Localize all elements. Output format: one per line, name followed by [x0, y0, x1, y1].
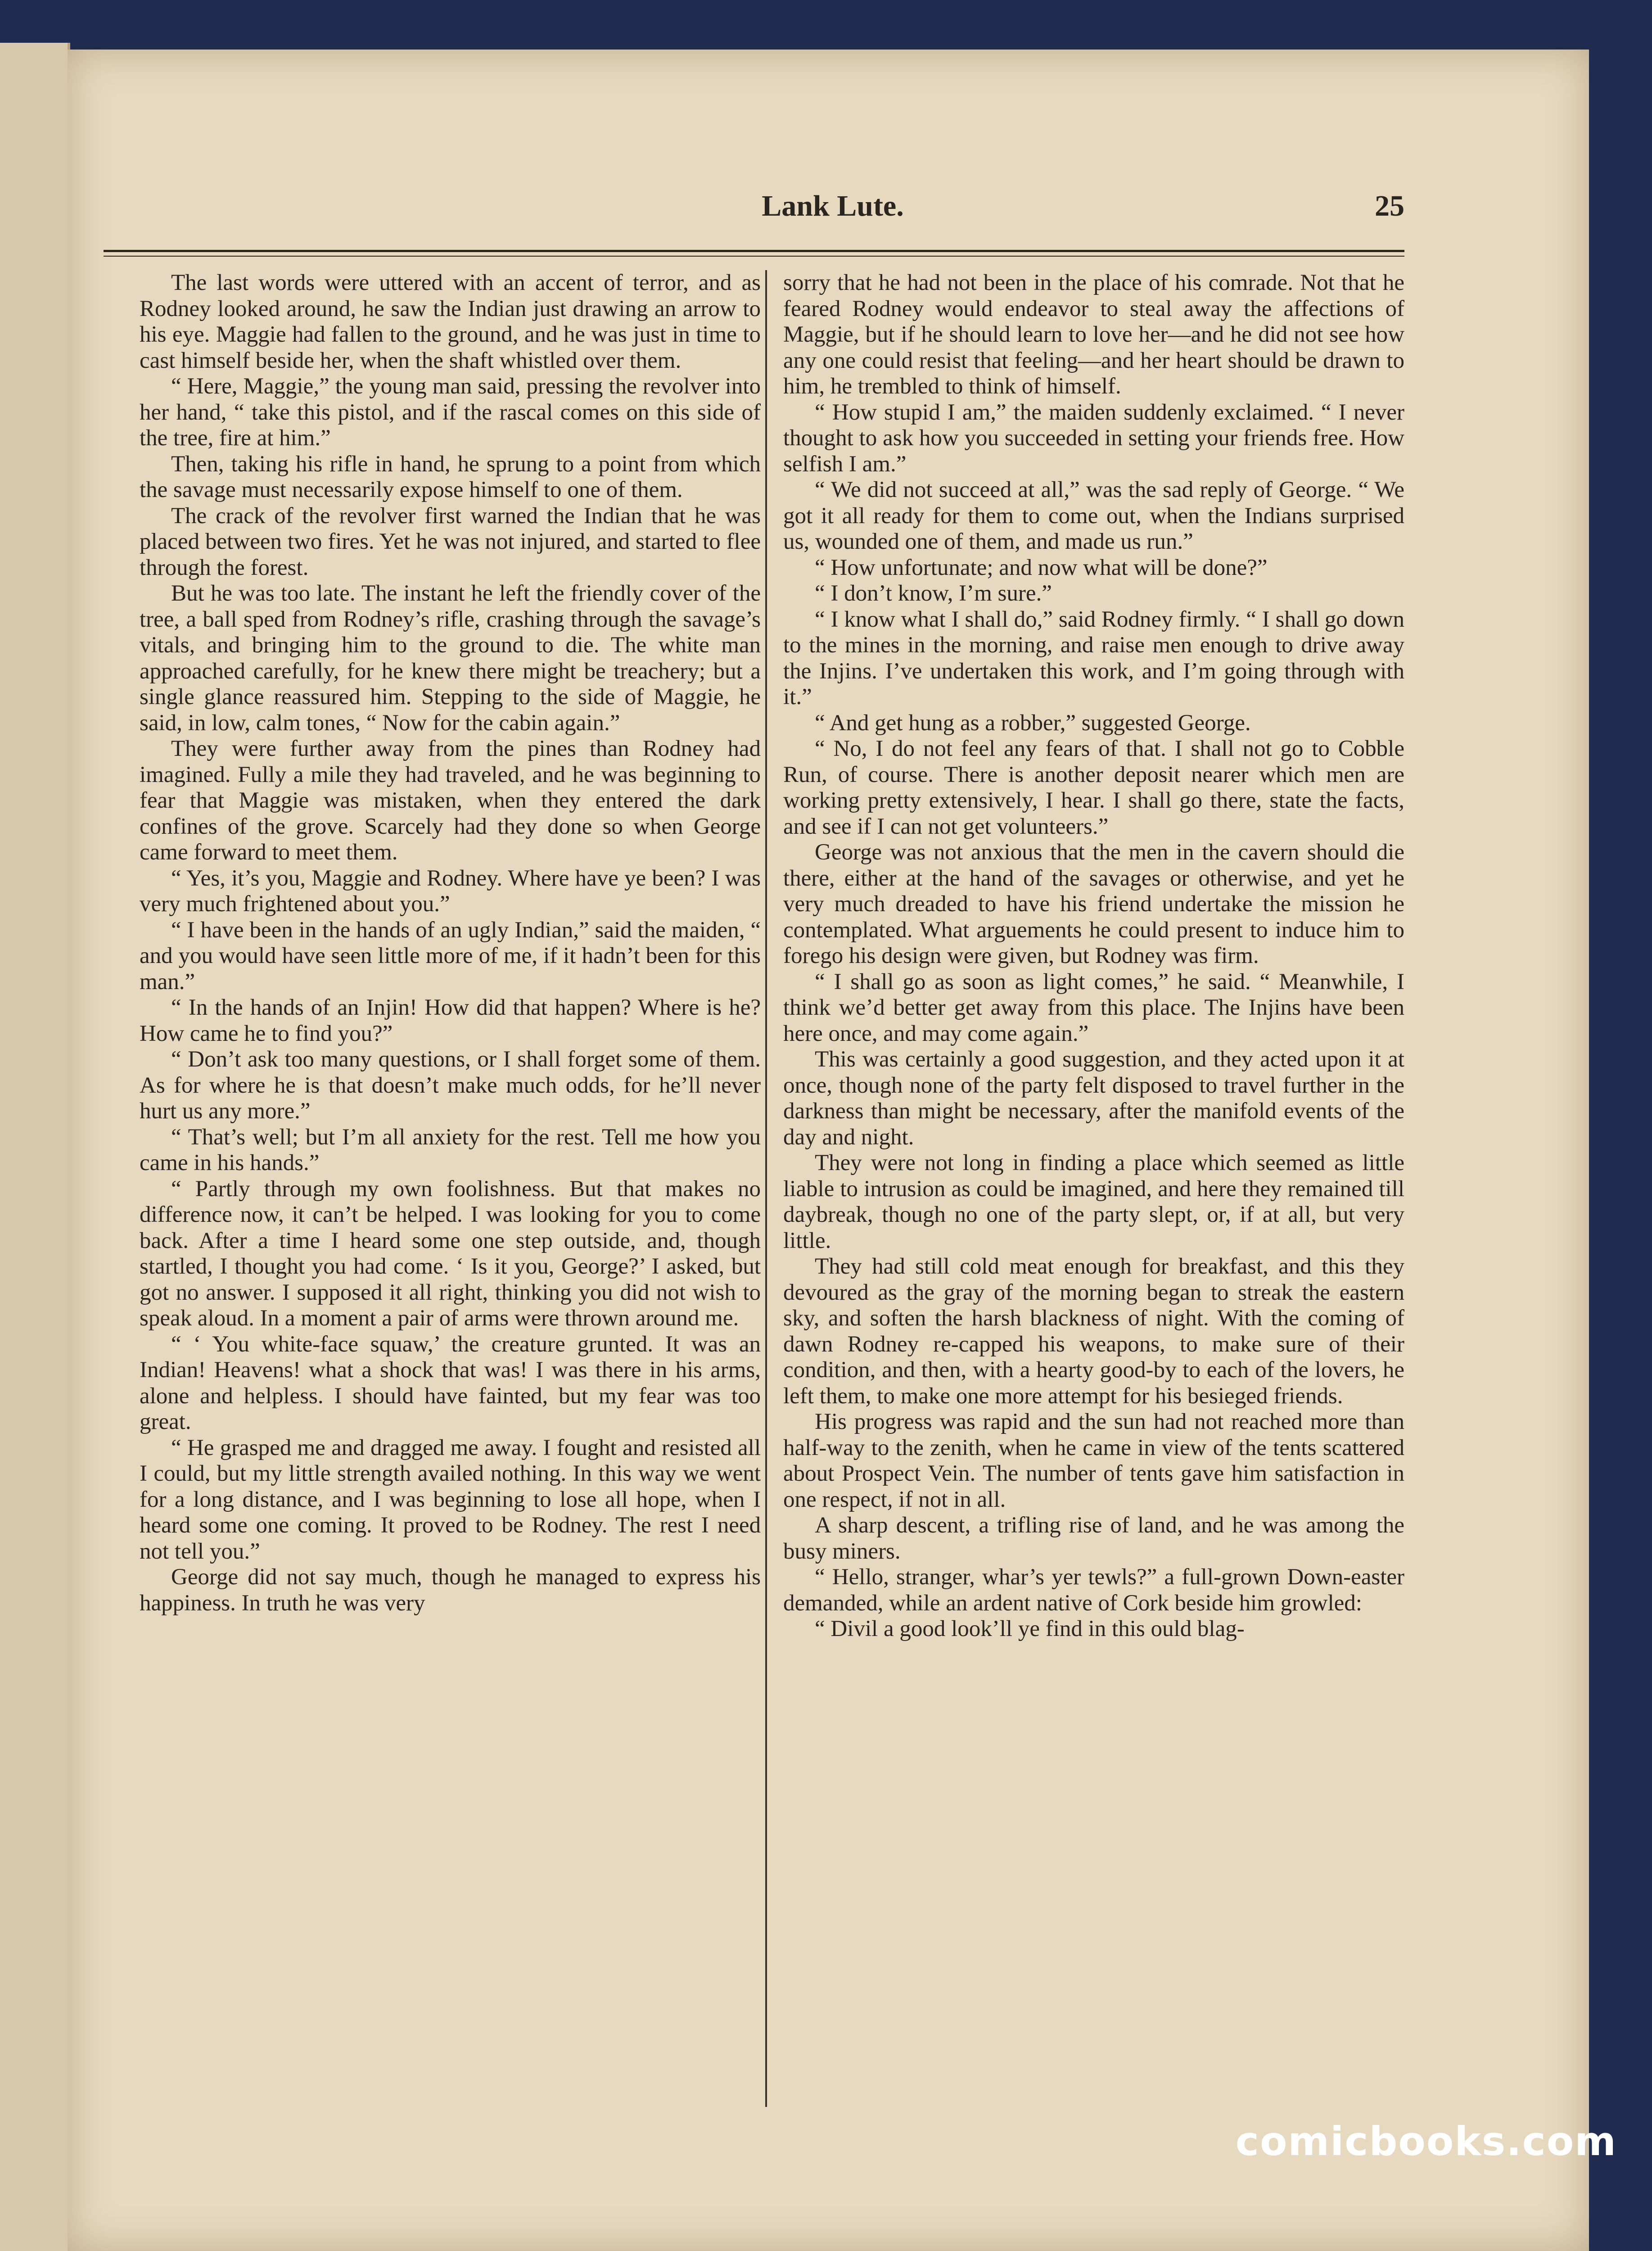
- paragraph: This was certainly a good suggestion, and they acted upon it at once, though none of the party felt disposed to travel further in the darkness than might be necessary, after the manifold events of the day and night.: [783, 1047, 1404, 1150]
- paragraph: “ No, I do not feel any fears of that. I shall not go to Cobble Run, of course. There is another deposit nearer which men are working pretty extensively, I hear. I shall go there, state the facts, and see if I can not get volunteers.”: [783, 736, 1404, 839]
- paragraph: “ How unfortunate; and now what will be done?”: [815, 555, 1268, 580]
- paragraph: “ In the hands of an Injin! How did that happen? Where is he? How came he to find you?”: [140, 995, 761, 1046]
- paragraph: “ And get hung as a robber,” suggested George.: [815, 710, 1251, 736]
- paragraph: “ I have been in the hands of an ugly Indian,” said the maiden, “ and you would have seen little more of me, if it hadn’t been for this man.”: [140, 917, 761, 994]
- header-rule-bottom: [104, 256, 1404, 257]
- paragraph: But he was too late. The instant he left the friendly cover of the tree, a ball sped from Rodney’s rifle, crashing through the savage’s vitals, and bringing him to the ground to die. The white man approached carefully, for he knew there might be treachery; but a single glance reassured him. Stepping to the side of Maggie, he said, in low, calm tones, “ Now for the cabin again.”: [140, 581, 761, 736]
- paragraph: “ Yes, it’s you, Maggie and Rodney. Where have ye been? I was very much frightened about you.”: [140, 865, 761, 917]
- paragraph: “ Don’t ask too many questions, or I shall forget some of them. As for where he is that doesn’t make much odds, for he’ll never hurt us any more.”: [140, 1047, 761, 1124]
- paragraph: They were further away from the pines than Rodney had imagined. Fully a mile they had traveled, and he was beginning to fear that Maggie was mistaken, when they entered the dark confines of the grove. Scarcely had they done so when George came forward to meet them.: [140, 736, 761, 865]
- paragraph: A sharp descent, a trifling rise of land, and he was among the busy miners.: [783, 1513, 1404, 1564]
- page-title: Lank Lute.: [762, 190, 904, 222]
- paragraph: “ Hello, stranger, whar’s yer tewls?” a full-grown Down-easter demanded, while an ardent native of Cork beside him growled:: [783, 1564, 1404, 1616]
- paragraph: George was not anxious that the men in the cavern should die there, either at the hand of the savages or otherwise, and yet he very much dreaded to have his friend undertake the mission he contemplated. What arguements he could present to induce him to forego his design were given, but Rodney was firm.: [783, 840, 1404, 968]
- column-divider: [765, 270, 767, 2107]
- paragraph: “ How stupid I am,” the maiden suddenly exclaimed. “ I never thought to ask how you succeeded in setting your friends free. How selfish I am.”: [783, 399, 1404, 477]
- paragraph: His progress was rapid and the sun had not reached more than half-way to the zenith, when he came in view of the tents scattered about Prospect Vein. The number of tents gave him satisfaction in one respect, if not in all.: [783, 1409, 1404, 1512]
- adjacent-page-edge: [0, 43, 70, 2251]
- header-rule-top: [104, 250, 1404, 252]
- text-column-right: [783, 270, 1404, 2111]
- paragraph: George did not say much, though he managed to express his happiness. In truth he was very: [140, 1564, 761, 1616]
- paragraph: “ He grasped me and dragged me away. I fought and resisted all I could, but my little strength availed nothing. In this way we went for a long distance, and I was beginning to lose all hope, when I heard some one coming. It proved to be Rodney. The rest I need not tell you.”: [140, 1435, 761, 1564]
- paragraph: “ I don’t know, I’m sure.”: [815, 581, 1052, 606]
- paragraph: “ Partly through my own foolishness. But that makes no difference now, it can’t be helped. I was looking for you to come back. After a time I heard some one step outside, and, though startled, I thought you had come. ‘ Is it you, George?’ I asked, but got no answer. I supposed it all right, thinking you did not wish to speak aloud. In a moment a pair of arms were thrown around me.: [140, 1176, 761, 1331]
- paragraph: “ That’s well; but I’m all anxiety for the rest. Tell me how you came in his hands.”: [140, 1124, 761, 1175]
- paragraph: “ Divil a good look’ll ye find in this ould blag-: [815, 1616, 1245, 1641]
- paragraph: “ We did not succeed at all,” was the sad reply of George. “ We got it all ready for them to come out, when the Indians surprised us, wounded one of them, and made us run.”: [783, 477, 1404, 554]
- paragraph: “ ‘ You white-face squaw,’ the creature grunted. It was an Indian! Heavens! what a shock that was! I was there in his arms, alone and helpless. I should have fainted, but my fear was too great.: [140, 1331, 761, 1434]
- text-column-left: [140, 270, 761, 2111]
- paragraph: Then, taking his rifle in hand, he sprung to a point from which the savage must necessarily expose himself to one of them.: [140, 451, 761, 502]
- paragraph: The last words were uttered with an accent of terror, and as Rodney looked around, he saw the Indian just drawing an arrow to his eye. Maggie had fallen to the ground, and he was just in time to cast himself beside her, when the shaft whistled over them.: [140, 270, 761, 373]
- paragraph: They had still cold meat enough for breakfast, and this they devoured as the gray of the morning began to streak the eastern sky, and soften the harsh blackness of night. With the coming of dawn Rodney re-capped his weapons, to make sure of their condition, and then, with a hearty good-by to each of the lovers, he left them, to make one more attempt for his besieged friends.: [783, 1254, 1404, 1409]
- paragraph: “ Here, Maggie,” the young man said, pressing the revolver into her hand, “ take this pistol, and if the rascal comes on this side of the tree, fire at him.”: [140, 374, 761, 451]
- paragraph: “ I shall go as soon as light comes,” he said. “ Meanwhile, I think we’d better get away from this place. The Injins have been here once, and may come again.”: [783, 969, 1404, 1046]
- paragraph: “ I know what I shall do,” said Rodney firmly. “ I shall go down to the mines in the morning, and raise men enough to drive away the Injins. I’ve undertaken this work, and I’m going through with it.”: [783, 606, 1404, 710]
- paragraph: sorry that he had not been in the place of his comrade. Not that he feared Rodney would endeavor to steal away the affections of Maggie, but if he should learn to love her—and he did not see how any one could resist that feeling—and her heart should be drawn to him, he trembled to think of himself.: [783, 270, 1404, 399]
- watermark: comicbooks.com: [1235, 2118, 1617, 2165]
- paragraph: The crack of the revolver first warned the Indian that he was placed between two fires. Yet he was not injured, and started to flee through the forest.: [140, 503, 761, 580]
- paragraph: They were not long in finding a place which seemed as little liable to intrusion as could be imagined, and here they remained till daybreak, though no one of the party slept, or, if at all, but very little.: [783, 1150, 1404, 1253]
- page-number: 25: [1375, 190, 1404, 222]
